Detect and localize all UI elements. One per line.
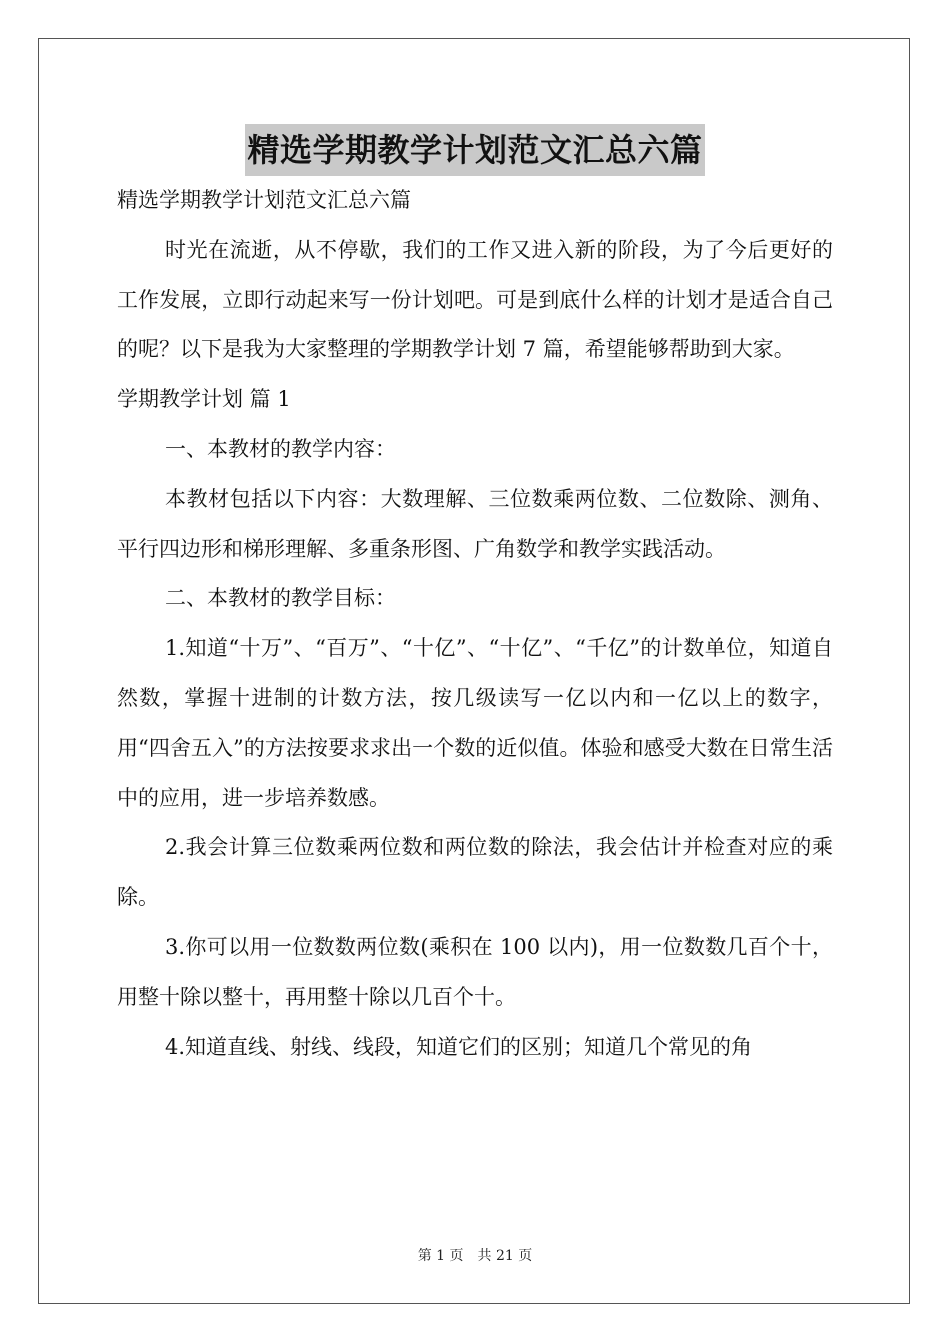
paragraph: 精选学期教学计划范文汇总六篇 <box>117 188 411 212</box>
title-container <box>0 124 950 176</box>
paragraph: 1.知道“十万”、“百万”、“十亿”、“十亿”、“千亿”的计数单位，知道自然数，掌握十进制的计数方法，按几级读写一亿以内和一亿以上的数字，用“四舍五入”的方法按要求求出一个数的近似值。体验和感受大数在日常生活中的应用，进一步培养数感。 <box>117 636 833 810</box>
paragraph: 4.知道直线、射线、线段，知道它们的区别；知道几个常见的角 <box>165 1034 753 1059</box>
paragraph: 二、本教材的教学目标： <box>165 586 396 611</box>
paragraph: 学期教学计划 篇 1 <box>117 387 291 412</box>
page-footer: 第 1 页 共 21 页 <box>417 1248 533 1264</box>
paragraph: 3.你可以用一位数数两位数(乘积在 100 以内)，用一位数数几百个十，用整十除以整十，再用整十除以几百个十。 <box>117 934 833 1009</box>
document-title: 精选学期教学计划范文汇总六篇 <box>245 124 704 176</box>
paragraph: 一、本教材的教学内容： <box>165 436 396 461</box>
paragraph: 2.我会计算三位数乘两位数和两位数的除法，我会估计并检查对应的乘除。 <box>117 835 833 910</box>
paragraph: 时光在流逝，从不停歇，我们的工作又进入新的阶段，为了今后更好的工作发展，立即行动起来写一份计划吧。可是到底什么样的计划才是适合自己的呢？以下是我为大家整理的学期教学计划 7 篇，希望能够帮助到大家。 <box>117 237 833 362</box>
paragraph: 本教材包括以下内容：大数理解、三位数乘两位数、二位数除、测角、平行四边形和梯形理解、多重条形图、广角数学和教学实践活动。 <box>117 486 833 561</box>
document-body <box>117 176 833 1072</box>
